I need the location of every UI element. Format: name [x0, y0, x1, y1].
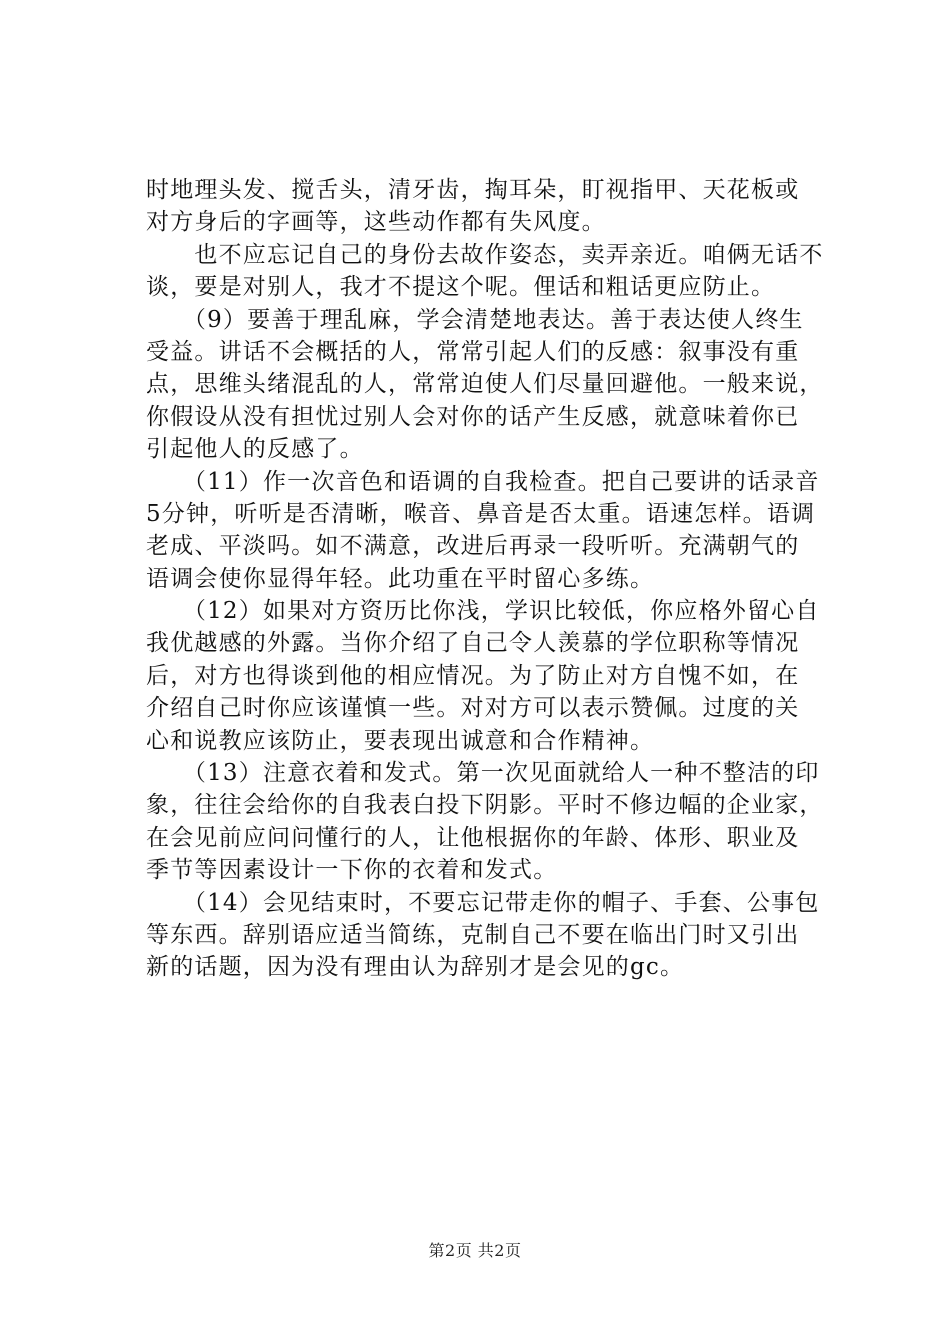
text-line: 我优越感的外露。当你介绍了自己令人羡慕的学位职称等情况	[146, 630, 800, 657]
text-line: 点，思维头绪混乱的人，常常迫使人们尽量回避他。一般来说，	[146, 371, 824, 398]
text-line: 在会见前应问问懂行的人，让他根据你的年龄、体形、职业及	[146, 824, 800, 851]
text-line: 象，往往会给你的自我表白投下阴影。平时不修边幅的企业家，	[146, 792, 824, 819]
page-number: 第2页 共2页	[428, 1241, 522, 1260]
text-line: （11）作一次音色和语调的自我检查。把自己要讲的话录音	[146, 468, 820, 495]
text-line: 新的话题，因为没有理由认为辞别才是会见的gc。	[146, 954, 685, 981]
text-line: （13）注意衣着和发式。第一次见面就给人一种不整洁的印	[146, 760, 820, 787]
text-line: 介绍自己时你应该谨慎一些。对对方可以表示赞佩。过度的关	[146, 695, 800, 722]
text-line: 受益。讲话不会概括的人，常常引起人们的反感：叙事没有重	[146, 338, 800, 365]
text-line: 5分钟，听听是否清晰，喉音、鼻音是否太重。语速怎样。语调	[146, 500, 816, 527]
page-footer	[0, 1238, 950, 1261]
text-line: 等东西。辞别语应适当简练，克制自己不要在临出门时又引出	[146, 921, 800, 948]
text-line: 语调会使你显得年轻。此功重在平时留心多练。	[146, 565, 655, 592]
text-line: （9）要善于理乱麻，学会清楚地表达。善于表达使人终生	[146, 306, 804, 333]
text-line: （14）会见结束时，不要忘记带走你的帽子、手套、公事包	[146, 889, 820, 916]
text-line: 对方身后的字画等，这些动作都有失风度。	[146, 209, 606, 236]
text-line: 老成、平淡吗。如不满意，改进后再录一段听听。充满朝气的	[146, 533, 800, 560]
text-line: （12）如果对方资历比你浅，学识比较低，你应格外留心自	[146, 598, 820, 625]
body-text	[146, 174, 836, 984]
text-line: 也不应忘记自己的身份去故作姿态，卖弄亲近。咱俩无话不	[146, 241, 824, 268]
text-line: 后，对方也得谈到他的相应情况。为了防止对方自愧不如，在	[146, 662, 800, 689]
text-line: 时地理头发、搅舌头，清牙齿，掏耳朵，盯视指甲、天花板或	[146, 177, 800, 203]
text-line: 引起他人的反感了。	[146, 436, 364, 463]
text-line: 心和说教应该防止，要表现出诚意和合作精神。	[146, 727, 655, 754]
text-line: 季节等因素设计一下你的衣着和发式。	[146, 857, 558, 884]
text-line: 谈，要是对别人，我才不提这个呢。俚话和粗话更应防止。	[146, 274, 776, 301]
text-line: 你假设从没有担忧过别人会对你的话产生反感，就意味着你已	[146, 403, 800, 430]
